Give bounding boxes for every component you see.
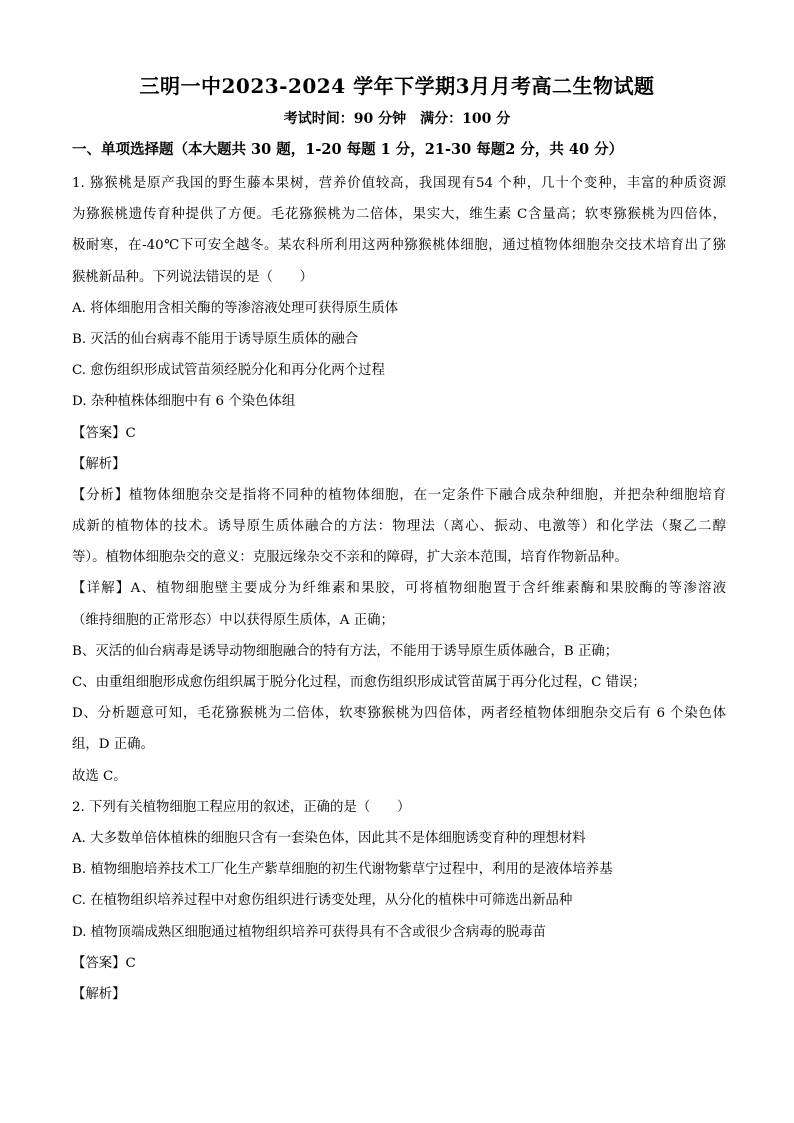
q1-detail-line: D、分析题意可知，毛花猕猴桃为二倍体，软枣猕猴桃为四倍体，两者经植物体细胞杂交后有 6 个染色体 xyxy=(72,706,726,722)
q2-option-c: C. 在植物组织培养过程中对愈伤组织进行诱变处理，从分化的植株中可筛选出新品种 xyxy=(72,893,573,909)
q1-option-c: C. 愈伤组织形成试管苗须经脱分化和再分化两个过程 xyxy=(72,363,385,379)
q1-detail-line: C、由重组细胞形成愈伤组织属于脱分化过程，而愈伤组织形成试管苗属于再分化过程，C 错误； xyxy=(72,675,646,690)
q2-stem: 2. 下列有关植物细胞工程应用的叙述，正确的是（ ） xyxy=(72,799,411,815)
q1-detail-line: （维持细胞的正常形态）中以获得原生质体，A 正确； xyxy=(72,612,394,628)
q2-option-b: B. 植物细胞培养技术工厂化生产紫草细胞的初生代谢物紫草宁过程中，利用的是液体培养基 xyxy=(72,862,613,878)
q1-conclusion: 故选 C。 xyxy=(72,768,127,784)
q2-jiexi-label: 【解析】 xyxy=(72,986,126,1002)
full-score: 满分：100 分 xyxy=(420,111,511,127)
q1-option-b: B. 灭活的仙台病毒不能用于诱导原生质体的融合 xyxy=(72,331,359,347)
exam-content xyxy=(72,168,726,1010)
q1-answer: 【答案】C xyxy=(72,425,136,441)
q1-stem-line: 为猕猴桃遗传育种提供了方便。毛花猕猴桃为二倍体，果实大，维生素 C含量高；软枣猕猴桃为四倍体， xyxy=(72,207,726,223)
q1-option-d: D. 杂种植株体细胞中有 6 个染色体组 xyxy=(72,394,296,410)
q1-detail-line: 组，D 正确。 xyxy=(72,737,154,753)
page-title: 三明一中2023-2024 学年下学期3月月考高二生物试题 xyxy=(139,74,655,98)
q2-option-a: A. 大多数单倍体植株的细胞只含有一套染色体，因此其不是体细胞诱变育种的理想材料 xyxy=(72,830,586,846)
q1-stem-line: 猴桃新品种。下列说法错误的是（ ） xyxy=(72,269,314,285)
exam-time: 考试时间：90 分钟 xyxy=(283,111,407,127)
q1-analysis-line: 等）。植物体细胞杂交的意义：克服远缘杂交不亲和的障碍，扩大亲本范围，培育作物新品种。 xyxy=(72,550,628,566)
q1-stem-line: 1. 猕猴桃是原产我国的野生藤本果树，营养价值较高，我国现有54 个种，几十个变种，丰富的种质资源 xyxy=(72,176,726,191)
q1-stem-line: 极耐寒，在-40℃下可安全越冬。某农科所利用这两种猕猴桃体细胞，通过植物体细胞杂交技术培育出了猕 xyxy=(72,238,726,254)
q1-option-a: A. 将体细胞用含相关酶的等渗溶液处理可获得原生质体 xyxy=(72,300,399,316)
q1-analysis-line: 成新的植物体的技术。诱导原生质体融合的方法：物理法（离心、振动、电激等）和化学法（聚乙二醇 xyxy=(72,519,726,535)
q2-option-d: D. 植物顶端成熟区细胞通过植物组织培养可获得具有不含或很少含病毒的脱毒苗 xyxy=(72,924,547,940)
section-heading: 一、单项选择题（本大题共 30 题，1-20 每题 1 分，21-30 每题2 分，共 40 分） xyxy=(72,141,624,158)
q1-jiexi-label: 【解析】 xyxy=(72,456,126,472)
exam-info xyxy=(0,108,794,128)
q2-answer: 【答案】C xyxy=(72,955,136,971)
q1-analysis-line: 【分析】植物体细胞杂交是指将不同种的植物体细胞，在一定条件下融合成杂种细胞，并把杂种细胞培育 xyxy=(72,487,726,503)
q1-detail-line: B、灭活的仙台病毒是诱导动物细胞融合的特有方法，不能用于诱导原生质体融合，B 正确； xyxy=(72,643,619,659)
q1-detail-line: 【详解】A、植物细胞壁主要成分为纤维素和果胶，可将植物细胞置于含纤维素酶和果胶酶的等渗溶液 xyxy=(72,581,726,597)
